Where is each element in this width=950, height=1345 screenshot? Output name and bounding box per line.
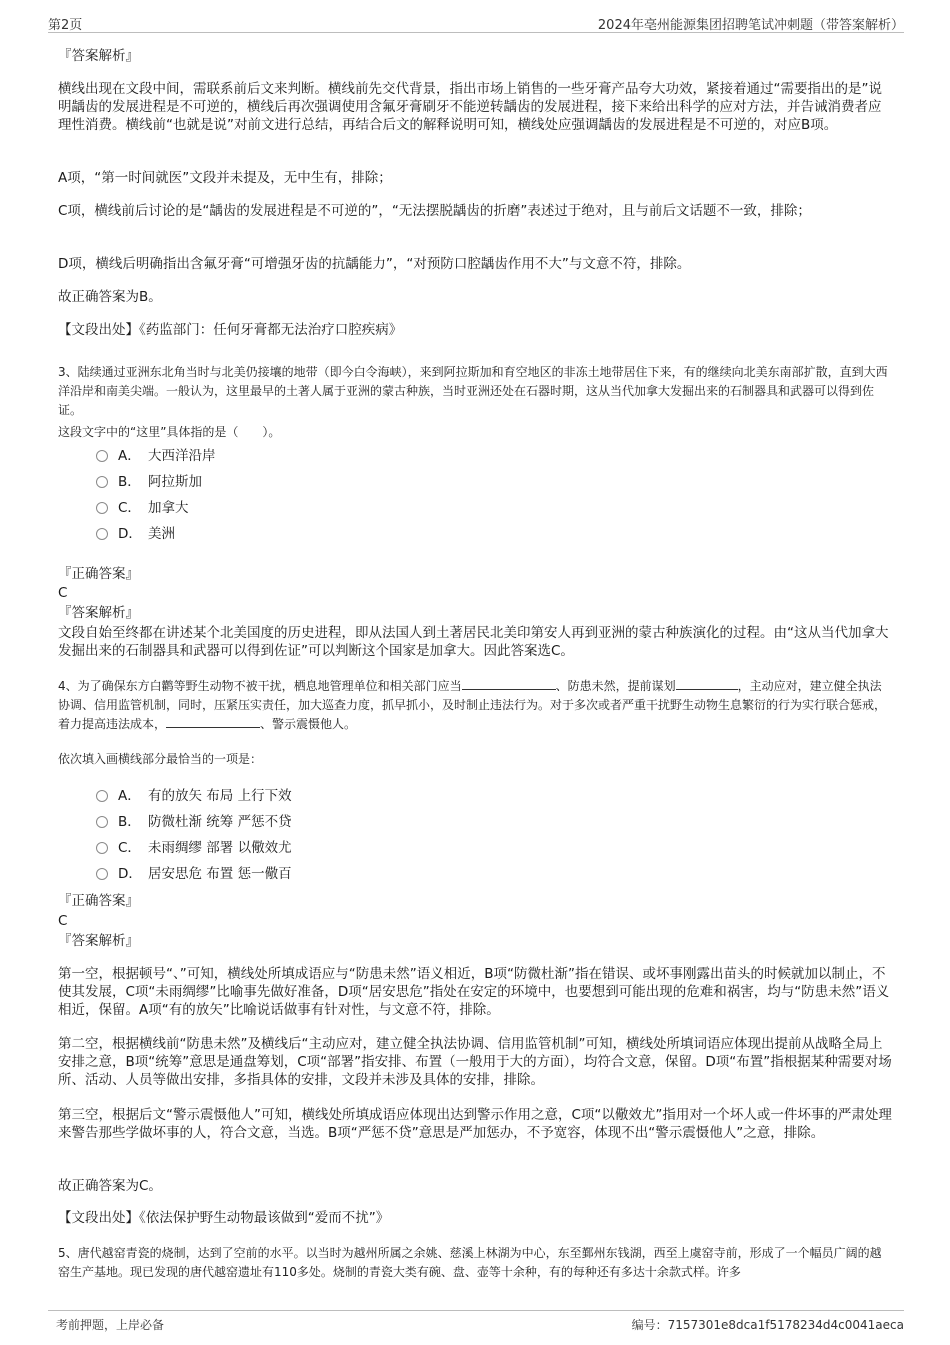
fill-blank-2 [676, 677, 738, 690]
option-key: D． [118, 866, 142, 882]
radio-icon[interactable] [96, 528, 108, 540]
answer-label: 『正确答案』 [58, 566, 139, 582]
page-number: 第2页 [48, 18, 83, 33]
page-footer [48, 1310, 904, 1335]
q2-option-c-analysis: C项，横线前后讨论的是“龋齿的发展进程是不可逆的”，“无法摆脱龋齿的折磨”表述过于绝对，且与前后文话题不一致，排除； [58, 203, 811, 219]
q4-option-d[interactable] [96, 865, 292, 883]
analysis-label: 『答案解析』 [58, 605, 139, 621]
option-key: B． [118, 814, 141, 830]
q2-source: 【文段出处】《药监部门：任何牙膏都无法治疗口腔疾病》 [58, 322, 403, 338]
q3-option-a[interactable] [96, 447, 216, 465]
option-text: 美洲 [148, 526, 175, 542]
q3-option-d[interactable] [96, 525, 175, 543]
q4-answer: C [58, 913, 68, 929]
option-text: 居安思危 布置 惩一儆百 [148, 866, 292, 882]
q4-stem [58, 677, 893, 734]
q4-analysis-blank-2: 第二空，根据横线前“防患未然”及横线后“主动应对，建立健全执法协调、信用监管机制”可知，横线处所填词语应体现出提前从战略全局上安排之意，B项“统筹”意思是通盘筹划，C项“部署”指安排、布置（一般用于大的方面），均符合文意，保留。D项“布置”指根据某种需要对场所、活动、人员等做出安排，多指具体的安排，文段并未涉及具体的安排，排除。 [58, 1036, 892, 1088]
q4-option-a[interactable] [96, 787, 292, 805]
option-key: A． [118, 448, 141, 464]
q4-source: 【文段出处】《依法保护野生动物最该做到“爱而不扰”》 [58, 1210, 390, 1226]
q3-option-c[interactable] [96, 499, 189, 517]
analysis-label: 『答案解析』 [58, 48, 139, 64]
option-text: 未雨绸缪 部署 以儆效尤 [148, 840, 292, 856]
q3-question: 这段文字中的“这里”具体指的是（ ）。 [58, 425, 281, 439]
option-key: A． [118, 788, 141, 804]
q4-stem-part-3: ，主动应对，建立健全执法协调、信用监管机制，同时，压紧压实责任，加大巡查力度，抓早抓小，及时制止违法行为。对于多次或者严重干扰野生动物生息繁衍的行为实行联合惩戒，着力提高违法成本， [58, 679, 887, 731]
analysis-label: 『答案解析』 [58, 933, 139, 949]
q2-option-a-analysis: A项，“第一时间就医”文段并未提及，无中生有，排除； [58, 170, 392, 186]
page-header [48, 12, 904, 33]
radio-icon[interactable] [96, 502, 108, 514]
q5-stem: 5、唐代越窑青瓷的烧制，达到了空前的水平。以当时为越州所属之余姚、慈溪上林湖为中心，东至鄞州东钱湖，西至上虞窑寺前，形成了一个幅员广阔的越窑生产基地。现已发现的唐代越窑遗址有110多处。烧制的青瓷大类有碗、盘、壶等十余种，有的每种还有多达十余款式样。许多 [58, 1246, 882, 1279]
option-key: C． [118, 500, 141, 516]
q3-answer: C [58, 585, 68, 601]
option-text: 防微杜渐 统筹 严惩不贷 [148, 814, 292, 830]
q2-option-d-analysis: D项，横线后明确指出含氟牙膏“可增强牙齿的抗龋能力”，“对预防口腔龋齿作用不大”与文意不符，排除。 [58, 256, 691, 272]
document-title: 2024年亳州能源集团招聘笔试冲刺题（带答案解析） [597, 18, 904, 33]
option-text: 大西洋沿岸 [148, 448, 216, 464]
option-text: 阿拉斯加 [148, 474, 202, 490]
q4-stem-part-2: 、防患未然，提前谋划 [555, 679, 676, 693]
footer-slogan: 考前押题，上岸必备 [56, 1318, 165, 1332]
option-text: 有的放矢 布局 上行下效 [148, 788, 292, 804]
q4-option-b[interactable] [96, 813, 292, 831]
q2-analysis-paragraph: 横线出现在文段中间，需联系前后文来判断。横线前先交代背景，指出市场上销售的一些牙膏产品夸大功效，紧接着通过“需要指出的是”说明龋齿的发展进程是不可逆的，横线后再次强调使用含氟牙膏刷牙不能逆转龋齿的发展进程，接下来给出科学的应对方法，并告诫消费者应理性消费。横线前“也就是说”对前文进行总结，再结合后文的解释说明可知，横线处应强调龋齿的发展进程是不可逆的，对应B项。 [58, 81, 882, 133]
q3-analysis: 文段自始至终都在讲述某个北美国度的历史进程，即从法国人到土著居民北美印第安人再到亚洲的蒙古种族演化的过程。由“这从当代加拿大发掘出来的石制器具和武器可以得到佐证”可以判断这个国家是加拿大。因此答案选C。 [58, 625, 889, 659]
q3-option-b[interactable] [96, 473, 202, 491]
q4-option-c[interactable] [96, 839, 292, 857]
answer-label: 『正确答案』 [58, 893, 139, 909]
q4-analysis-blank-3: 第三空，根据后文“警示震慑他人”可知，横线处所填成语应体现出达到警示作用之意，C项“以儆效尤”指用对一个坏人或一件坏事的严肃处理来警告那些学做坏事的人，符合文意，当选。B项“严惩不贷”意思是严加惩办，不予宽容，体现不出“警示震慑他人”之意，排除。 [58, 1107, 892, 1141]
q4-stem-part-4: 、警示震慑他人。 [260, 717, 357, 731]
q2-conclusion: 故正确答案为B。 [58, 289, 162, 305]
q4-conclusion: 故正确答案为C。 [58, 1178, 162, 1194]
fill-blank-3 [166, 715, 260, 728]
option-text: 加拿大 [148, 500, 189, 516]
radio-icon[interactable] [96, 450, 108, 462]
q4-question: 依次填入画横线部分最恰当的一项是： [58, 752, 263, 766]
radio-icon[interactable] [96, 790, 108, 802]
option-key: C． [118, 840, 141, 856]
option-key: D． [118, 526, 142, 542]
fill-blank-1 [462, 677, 556, 690]
document-id: 编号：7157301e8dca1f5178234d4c0041aeca [631, 1318, 904, 1332]
q4-stem-part-1: 4、为了确保东方白鹳等野生动物不被干扰，栖息地管理单位和相关部门应当 [58, 679, 462, 693]
radio-icon[interactable] [96, 842, 108, 854]
radio-icon[interactable] [96, 868, 108, 880]
q4-analysis-blank-1: 第一空，根据顿号“、”可知，横线处所填成语应与“防患未然”语义相近，B项“防微杜渐”指在错误、或坏事刚露出苗头的时候就加以制止，不使其发展，C项“未雨绸缪”比喻事先做好准备，D项“居安思危”指处在安定的环境中，也要想到可能出现的危难和祸害，均与“防患未然”语义相近，保留。A项“有的放矢”比喻说话做事有针对性，与文意不符，排除。 [58, 966, 890, 1018]
q3-stem: 3、陆续通过亚洲东北角当时与北美仍接壤的地带（即今白令海峡），来到阿拉斯加和育空地区的非冻土地带居住下来，有的继续向北美东南部扩散，直到大西洋沿岸和南美尖端。一般认为，这里最早的土著人属于亚洲的蒙古种族，当时亚洲还处在石器时期，这从当代加拿大发掘出来的石制器具和武器可以得到佐证。 [58, 365, 888, 417]
radio-icon[interactable] [96, 816, 108, 828]
radio-icon[interactable] [96, 476, 108, 488]
option-key: B． [118, 474, 141, 490]
